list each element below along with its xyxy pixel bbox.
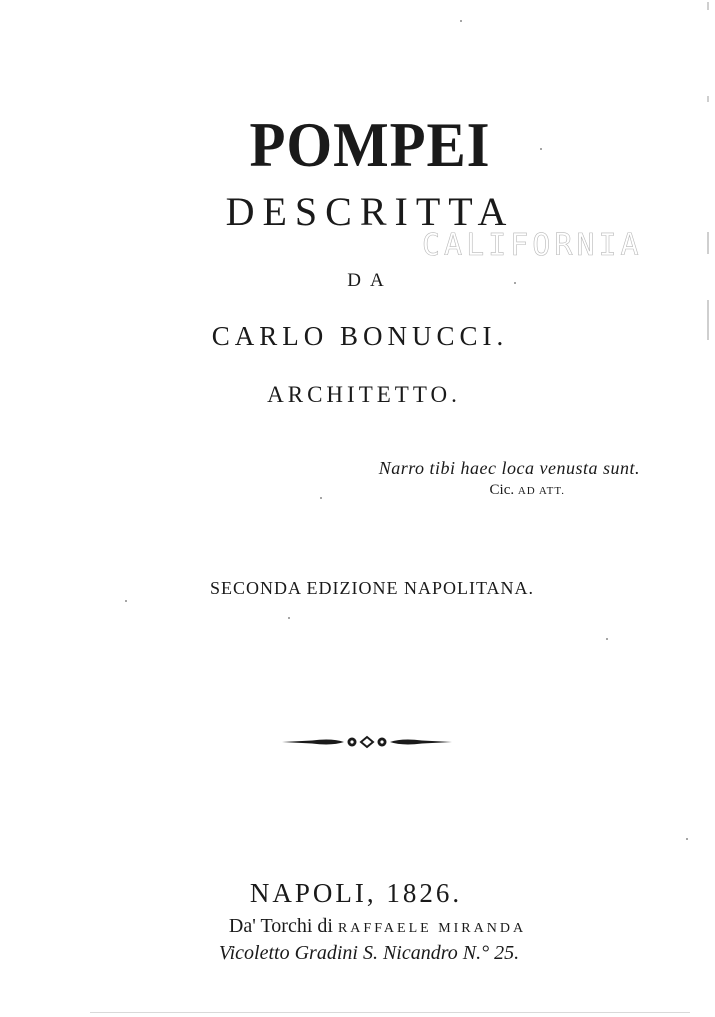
epigraph-source-work: AD ATT. [517,485,565,497]
epigraph-source [490,482,565,499]
author-name: CARLO BONUCCI. [211,321,509,351]
book-title: POMPEI [249,109,491,180]
library-stamp: CALIFORNIA [422,228,643,263]
author-profession: ARCHITETTO. [267,382,461,407]
paper-speck [686,838,688,840]
paper-speck [514,282,516,284]
paper-speck [288,617,290,619]
printer-prefix: Da' Torchi di [228,915,333,937]
printer-ornament-icon [282,733,452,751]
imprint-printer [0,915,715,938]
page-edge [704,0,715,1017]
by-line: DA [347,270,393,291]
epigraph: Narro tibi haec loca venusta sunt. [378,458,640,478]
imprint-place-year: NAPOLI, 1826. [249,878,463,908]
epigraph-source-author: Cic. [489,482,515,498]
imprint-address: Vicoletto Gradini S. Nicandro N.° 25. [218,942,520,964]
paper-speck [125,600,127,602]
page-bottom-edge [90,1012,690,1013]
paper-speck [460,20,462,22]
paper-speck [540,148,542,150]
paper-speck [606,638,608,640]
printer-name: RAFFAELE MIRANDA [337,921,527,936]
paper-speck [320,497,322,499]
book-subtitle: DESCRITTA [225,189,515,234]
edition-statement: SECONDA EDIZIONE NAPOLITANA. [209,578,535,598]
